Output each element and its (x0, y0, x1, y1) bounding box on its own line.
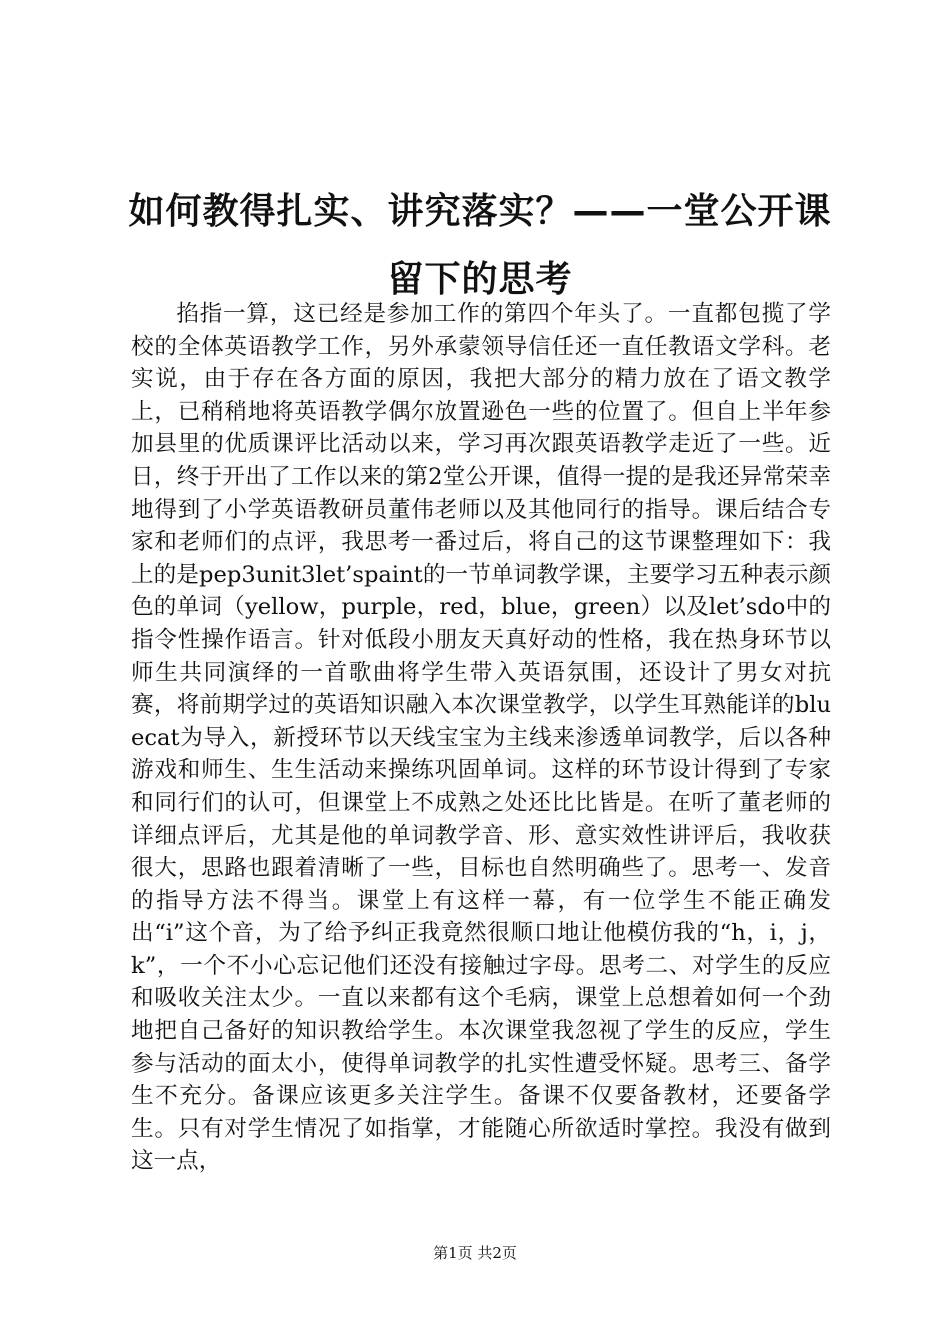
document-body: 掐指一算，这已经是参加工作的第四个年头了。一直都包揽了学校的全体英语教学工作，另外承蒙领导信任还一直任教语文学科。老实说，由于存在各方面的原因，我把大部分的精力放在了语文教学上，已稍稍地将英语教学偶尔放置逊色一些的位置了。但自上半年参加县里的优质课评比活动以来，学习再次跟英语教学走近了一些。近日，终于开出了工作以来的第2堂公开课，值得一提的是我还异常荣幸地得到了小学英语教研员董伟老师以及其他同行的指导。课后结合专家和老师们的点评，我思考一番过后，将自己的这节课整理如下：我上的是pep3unit3let’spaint的一节单词教学课，主要学习五种表示颜色的单词（yellow，purple，red，blue，green）以及let’sdo中的指令性操作语言。针对低段小朋友天真好动的性格，我在热身环节以师生共同演绎的一首歌曲将学生带入英语氛围，还设计了男女对抗赛，将前期学过的英语知识融入本次课堂教学，以学生耳熟能详的bluecat为导入，新授环节以天线宝宝为主线来渗透单词教学，后以各种游戏和师生、生生活动来操练巩固单词。这样的环节设计得到了专家和同行们的认可，但课堂上不成熟之处还比比皆是。在听了董老师的详细点评后，尤其是他的单词教学音、形、意实效性讲评后，我收获很大，思路也跟着清晰了一些，目标也自然明确些了。思考一、发音的指导方法不得当。课堂上有这样一幕，有一位学生不能正确发出“i”这个音，为了给予纠正我竟然很顺口地让他模仿我的“h，i，j，k”，一个不小心忘记他们还没有接触过字母。思考二、对学生的反应和吸收关注太少。一直以来都有这个毛病，课堂上总想着如何一个劲地把自己备好的知识教给学生。本次课堂我忽视了学生的反应，学生参与活动的面太小，使得单词教学的扎实性遭受怀疑。思考三、备学生不充分。备课应该更多关注学生。备课不仅要备教材，还要备学生。只有对学生情况了如指掌，才能随心所欲适时掌控。我没有做到这一点， (131, 301, 831, 1175)
document-title: 如何教得扎实、讲究落实？——一堂公开课留下的思考 (128, 191, 832, 300)
page-footer: 第1页 共2页 (433, 1244, 517, 1262)
